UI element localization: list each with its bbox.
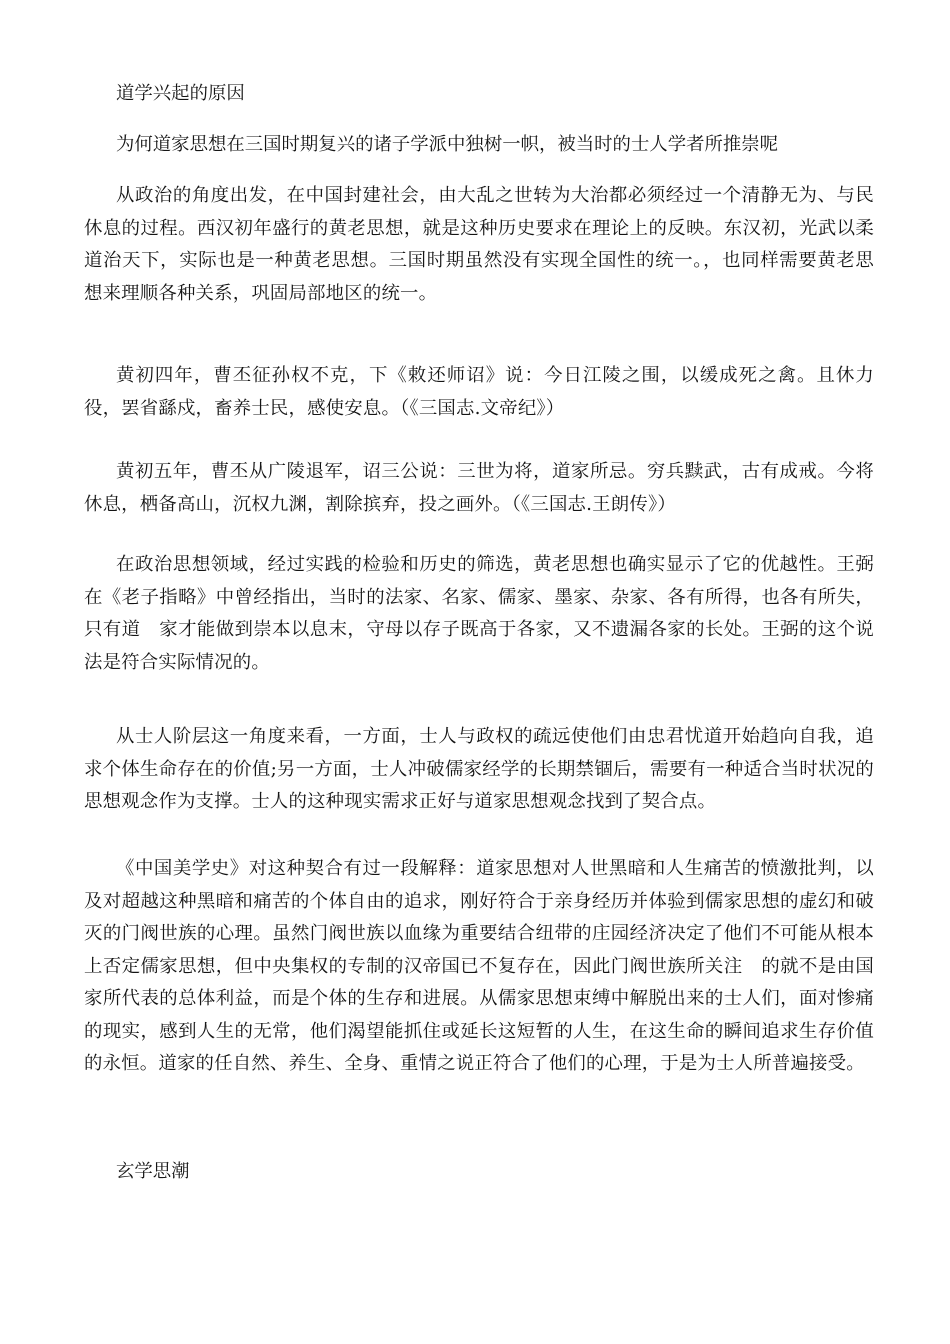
paragraph-huangchu-four: 黄初四年，曹丕征孙权不克，下《敕还师诏》说：今日江陵之围，以缓成死之禽。且休力役，罢省繇戍，畜养士民，感使安息。（《三国志.文帝纪》） <box>84 365 874 419</box>
section-heading-origin: 道学兴起的原因 <box>116 83 245 104</box>
paragraph-political-thought: 在政治思想领域，经过实践的检验和历史的筛选，黄老思想也确实显示了它的优越性。王弼在《老子指略》中曾经指出，当时的法家、名家、儒家、墨家、杂家、各有所得，也各有所失，只有道 家才能做到崇本以息末，守母以存子既高于各家，又不遗漏各家的长处。王弼的这个说法是符合实际情况的。 <box>84 554 874 673</box>
paragraph-aesthetics-history: 《中国美学史》对这种契合有过一段解释：道家思想对人世黑暗和人生痛苦的愤激批判，以及对超越这种黑暗和痛苦的个体自由的追求，刚好符合于亲身经历并体验到儒家思想的虚幻和破灭的门阀世族的心理。虽然门阀世族以血缘为重要结合纽带的庄园经济决定了他们不可能从根本上否定儒家思想，但中央集权的专制的汉帝国已不复存在，因此门阀世族所关注 的就不是由国家所代表的总体利益，而是个体的生存和进展。从儒家思想束缚中解脱出来的士人们，面对惨痛的现实，感到人生的无常，他们渴望能抓住或延长这短暂的人生，在这生命的瞬间追求生存价值的永恒。道家的任自然、养生、全身、重情之说正符合了他们的心理，于是为士人所普遍接受。 <box>84 858 874 1074</box>
paragraph-scholar-class: 从士人阶层这一角度来看，一方面，士人与政权的疏远使他们由忠君忧道开始趋向自我，追求个体生命存在的价值;另一方面，士人冲破儒家经学的长期禁锢后，需要有一种适合当时状况的思想观念作为支撑。士人的这种现实需求正好与道家思想观念找到了契合点。 <box>84 726 874 812</box>
paragraph-huangchu-five: 黄初五年，曹丕从广陵退军，诏三公说：三世为将，道家所忌。穷兵黩武，古有成戒。今将休息，栖备高山，沉权九渊，割除摈弃，投之画外。（《三国志.王朗传》） <box>84 461 874 515</box>
section-heading-xuanxue: 玄学思潮 <box>116 1161 190 1182</box>
paragraph-political: 从政治的角度出发，在中国封建社会，由大乱之世转为大治都必须经过一个清静无为、与民休息的过程。西汉初年盛行的黄老思想，就是这种历史要求在理论上的反映。东汉初，光武以柔道治天下，实际也是一种黄老思想。三国时期虽然没有实现全国性的统一。，也同样需要黄老思想来理顺各种关系，巩固局部地区的统一。 <box>84 185 874 304</box>
question-line: 为何道家思想在三国时期复兴的诸子学派中独树一帜，被当时的士人学者所推崇呢 <box>116 134 779 155</box>
